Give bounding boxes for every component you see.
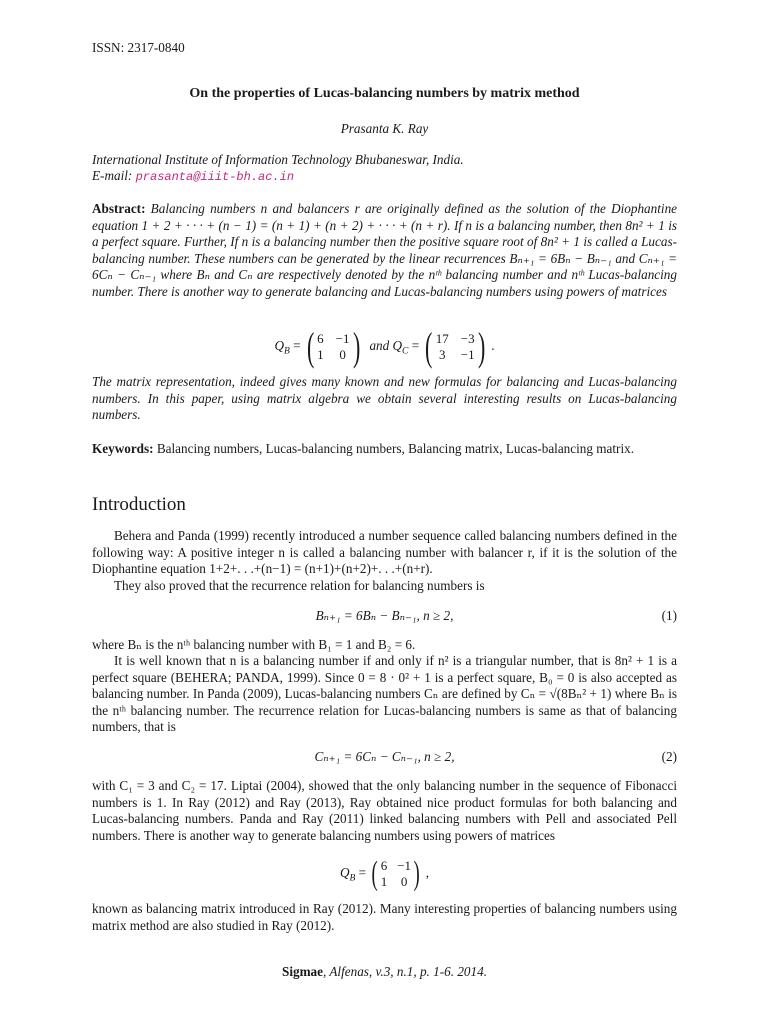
paragraph-5: with C₁ = 3 and C₂ = 17. Liptai (2004), showed that the only balancing number in the sequence of Fibonacci numbers is 1. In Ray (2012) and Ray (2013), Ray obtained nice product formulas for both balancing and Lucas-balancing numbers. Panda and Ray (2011) linked balancing numbers with Pell and associated Pell numbers. There is another way to generate balancing numbers using powers of matrices: [92, 778, 677, 843]
footer: [92, 964, 677, 981]
email-link[interactable]: prasanta@iiit-bh.ac.in: [135, 170, 295, 184]
abstract-text: Balancing numbers n and balancers r are originally defined as the solution of the Diophantine equation 1 + 2 + · · · + (n − 1) = (n + 1) + (n + 2) + · · · + (n + r). If n is a balancing number, then 8n² + 1 is a perfect square. Further, If n is a balancing number then the positive square root of 8n² + 1 is called a Lucas-balancing number. These numbers can be generated by the linear recurrences Bₙ₊₁ = 6Bₙ − Bₙ₋₁ and Cₙ₊₁ = 6Cₙ − Cₙ₋₁ where Bₙ and Cₙ are respectively denoted by the nᵗʰ balancing number and nᵗʰ Lucas-balancing number. There is another way to generate balancing and Lucas-balancing numbers using powers of matrices: [92, 201, 678, 299]
qc-label: $Q_C$: [392, 338, 409, 357]
issn: ISSN: 2317-0840: [92, 40, 185, 55]
section-heading-introduction: Introduction: [92, 494, 186, 515]
equation-1-number: (1): [661, 608, 677, 623]
affiliation: International Institute of Information Technology Bhubaneswar, India.: [92, 152, 464, 167]
email-label: E-mail:: [92, 168, 136, 183]
balancing-matrix-equation: $Q_B$ = ( 6 −1 1 0 ) ,: [340, 855, 429, 892]
qb-matrix-2: ( 6 −1 1 0 ): [371, 855, 420, 892]
equation-2-number: (2): [661, 749, 677, 764]
paragraph-6: known as balancing matrix introduced in Ray (2012). Many interesting properties of balancing numbers using matrix method are also studied in Ray (2012).: [92, 901, 677, 933]
keywords-text: Balancing numbers, Lucas-balancing numbers, Balancing matrix, Lucas-balancing matrix.: [156, 441, 635, 456]
abstract-label: Abstract:: [92, 201, 146, 216]
paragraph-1: Behera and Panda (1999) recently introduced a number sequence called balancing numbers defined in the following way: A positive integer n is called a balancing number with balancer r, if it is the solution of the Diophantine equation 1+2+. . .+(n−1) = (n+1)+(n+2)+. . .+(n+r).: [92, 528, 677, 577]
equation-2-body: Cₙ₊₁ = 6Cₙ − Cₙ₋₁, n ≥ 2,: [314, 749, 455, 764]
paragraph-4: It is well known that n is a balancing number if and only if n² is a triangular number, that is 8n² + 1 is a perfect square (BEHERA; PANDA, 1999). Since 0 = 8 · 0² + 1 is a perfect square, B₀ = 0 is also accepted as balancing number. In Panda (2009), Lucas-balancing numbers Cₙ are defined by Cₙ = √(8Bₙ² + 1) where Bₙ is the nᵗʰ balancing number. The recurrence relation for Lucas-balancing numbers is same as that of balancing numbers, that is: [92, 653, 677, 735]
keywords-label: Keywords:: [92, 441, 154, 456]
equation-2: [92, 749, 677, 769]
keywords: [92, 441, 677, 458]
footer-citation: , Alfenas, v.3, n.1, p. 1-6. 2014.: [323, 964, 487, 979]
abstract: [92, 201, 677, 301]
qb-label: $Q_B$: [274, 338, 290, 357]
qb-matrix: ( 6 −1 1 0 ): [306, 324, 360, 369]
qc-matrix: ( 17 −3 3 −1 ): [425, 324, 485, 369]
matrix-equation: $Q_B$ = ( 6 −1 1 0 ) and $Q_C$ = ( 17 −3 3 −1 ) .: [274, 324, 495, 369]
and-text: and: [369, 338, 390, 354]
qb-label-2: $Q_B$: [340, 865, 356, 884]
author: Prasanta K. Ray: [340, 121, 429, 136]
paper-title: On the properties of Lucas-balancing numbers by matrix method: [189, 86, 580, 101]
footer-journal: Sigmae: [281, 964, 324, 979]
paragraph-3: where Bₙ is the nᵗʰ balancing number with B₁ = 1 and B₂ = 6.: [92, 637, 416, 652]
email-line: [92, 168, 294, 186]
equation-1: [92, 608, 677, 628]
abstract-continued: The matrix representation, indeed gives many known and new formulas for balancing and Lucas-balancing numbers. In this paper, using matrix algebra we obtain several interesting results on Lucas-balancing numbers.: [92, 374, 677, 423]
paragraph-2: They also proved that the recurrence relation for balancing numbers is: [114, 578, 485, 593]
equation-1-body: Bₙ₊₁ = 6Bₙ − Bₙ₋₁, n ≥ 2,: [315, 608, 454, 623]
